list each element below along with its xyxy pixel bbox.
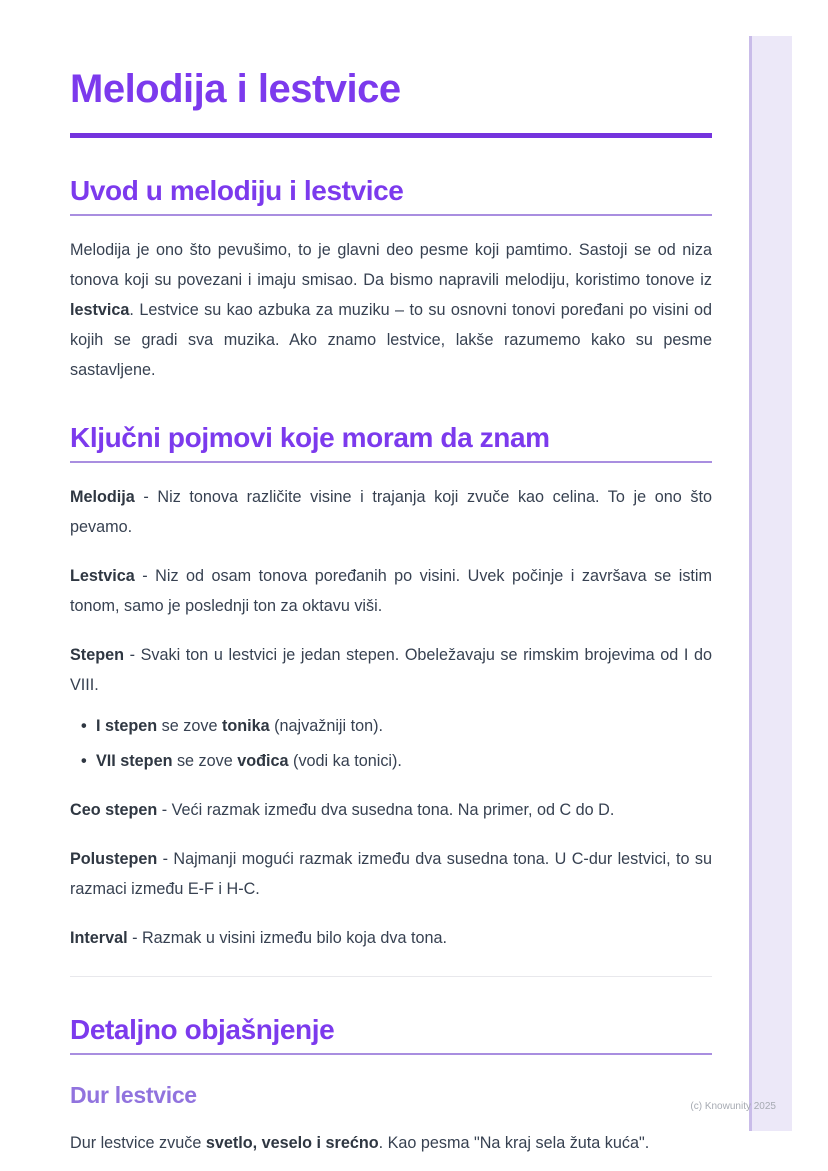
page-title: Melodija i lestvice [70,67,401,111]
title-rule [70,133,712,138]
term-paragraph-melodija: Melodija - Niz tonova različite visine i trajanja koji zvuče kao celina. To je ono što pevamo. [70,488,712,536]
section-heading-intro: Uvod u melodiju i lestvice [70,174,712,216]
page-edge-accent-bar [749,36,792,1131]
section-heading-key-terms: Ključni pojmovi koje moram da znam [70,421,712,463]
intro-paragraph: Melodija je ono što pevušimo, to je glavni deo pesme koji pamtimo. Sastoji se od niza tonova koji su povezani i imaju smisao. Da bismo napravili melodiju, koristimo tonove iz lestvica. Lestvice su kao azbuka za muziku – to su osnovni tonovi poređani po visini od kojih se gradi sva muzika. Ako znamo lestvice, lakše razumemo kako su pesme sastavljene. [70,241,712,379]
term-paragraph-stepen: Stepen - Svaki ton u lestvici je jedan stepen. Obeležavaju se rimskim brojevima od I do VIII. [70,646,712,694]
subsection-heading-dur-lestvice: Dur lestvice [70,1082,197,1108]
term-paragraph-polustepen: Polustepen - Najmanji mogući razmak između dva susedna tona. U C-dur lestvici, to su razmaci između E-F i H-C. [70,850,712,898]
term-paragraph-lestvica: Lestvica - Niz od osam tonova poređanih po visini. Uvek počinje i završava se istim tonom, samo je poslednji ton za oktavu viši. [70,567,712,615]
term-paragraph-ceo-stepen: Ceo stepen - Veći razmak između dva susedna tona. Na primer, od C do D. [70,801,615,819]
copyright-watermark: (c) Knowunity 2025 [690,1101,776,1112]
document-content [70,66,712,1158]
term-paragraph-interval: Interval - Razmak u visini između bilo koja dva tona. [70,929,447,947]
dur-lestvice-paragraph: Dur lestvice zvuče svetlo, veselo i srećno. Kao pesma "Na kraj sela žuta kuća". [70,1134,650,1152]
section-heading-detail: Detaljno objašnjenje [70,1013,712,1055]
list-item-vodjica: • VII stepen se zove vođica (vodi ka tonici). [96,746,712,776]
stepen-bullet-list [70,711,712,776]
list-item-tonika: • I stepen se zove tonika (najvažniji ton). [96,711,712,741]
section-divider [70,976,712,977]
